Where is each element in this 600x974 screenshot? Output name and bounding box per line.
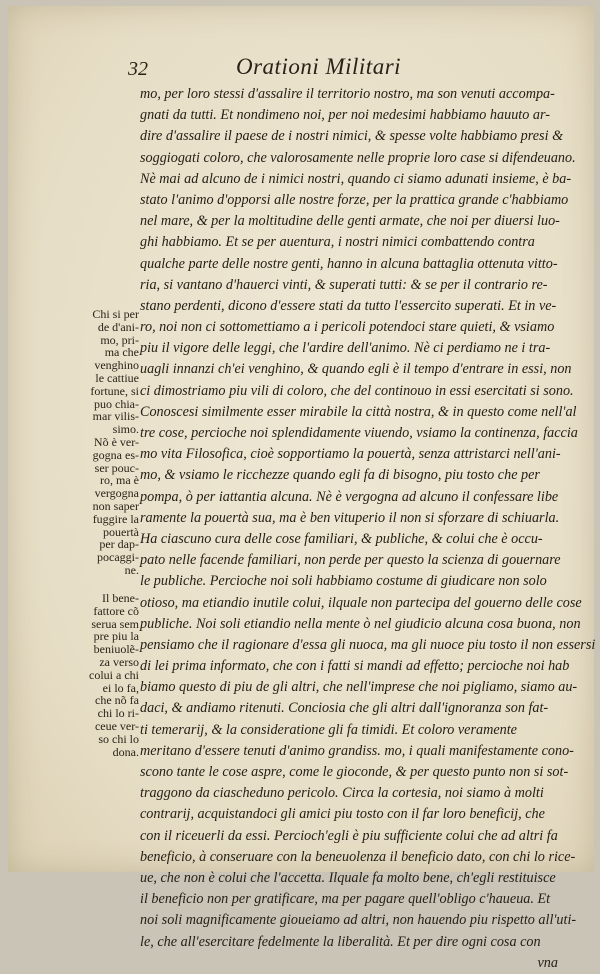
margin-note-line: pocaggi-: [97, 550, 139, 565]
text-line: Conoscesi similmente esser mirabile la città nostra, & in questo come nell'al: [140, 403, 577, 420]
text-line: Nè mai ad alcuno de i nimici nostri, quando ci siamo adunati insieme, è ba-: [140, 170, 572, 187]
text-line: contrarij, acquistandoci gli amici piu tosto con il far loro beneficij, che: [140, 806, 545, 823]
text-line: stano perdenti, dicono d'essere stati da tutto l'essercito superati. Et in ve-: [140, 297, 557, 314]
text-line: ria, si vantano d'hauerci vinti, & superati tutti: & se per il contrario re-: [140, 276, 548, 293]
margin-note-line: venghino: [94, 358, 139, 373]
text-line: le publiche. Percioche noi soli habbiamo costume di giudicare non solo: [140, 573, 547, 590]
running-head: [8, 54, 594, 84]
margin-note-line: mar vilis-: [92, 409, 139, 424]
text-line: scono tante le cose aspre, come le gioconde, & per questo punto non si sot-: [140, 764, 569, 780]
margin-note: [55, 592, 139, 758]
margin-note-line: dona.: [112, 744, 139, 759]
margin-note-line: mo, pri-: [100, 332, 139, 347]
margin-note-line: che nõ fa: [95, 693, 139, 708]
text-line: piu il vigore delle leggi, che l'ardire dell'animo. Nè ci perdiamo ne i tra-: [140, 340, 551, 357]
text-line: dire d'assalire il paese de i nostri nimici, & spesse volte habbiamo presi &: [140, 128, 564, 145]
margin-note-line: vergogna: [94, 486, 139, 501]
text-line: nel mare, & per la moltitudine delle genti armate, che noi per diuersi luo-: [140, 213, 560, 230]
margin-note: [55, 308, 139, 577]
text-line: mo vita Filosofica, cioè sopportiamo la pouertà, senza attristarci nell'ani-: [140, 446, 561, 463]
text-line: le, che all'esercitare fedelmente la liberalità. Et per dire ogni cosa con: [140, 933, 541, 950]
margin-note-line: ne.: [124, 562, 139, 577]
margin-note-line: ro, ma è: [100, 473, 139, 488]
text-line: beneficio, à conseruare con la beneuolenza il beneficio dato, con chi lo rice-: [140, 848, 576, 865]
text-line: ti temerarij, & la consideratione gli fa timidi. Et coloro veramente: [140, 721, 517, 738]
margin-note-line: de d'ani-: [97, 319, 139, 334]
margin-note-line: ser pouc-: [94, 460, 139, 475]
margin-note-line: per dap-: [99, 537, 139, 552]
text-line: di lei prima informato, che con i fatti si mandi ad effetto; percioche noi hab: [140, 658, 570, 675]
text-line: ghi habbiamo. Et se per auentura, i nostri nimici combattendo contra: [140, 234, 535, 251]
margin-note-line: Il bene-: [102, 591, 139, 605]
catchword: vna: [537, 954, 558, 971]
text-line: il beneficio non per gratificare, ma per pagare quell'obligo c'haueua. Et: [140, 891, 551, 908]
margin-note-line: beniuolẽ-: [93, 642, 139, 657]
text-line: noi soli magnificamente gioueiamo ad altri, non hauendo piu rispetto all'uti-: [140, 912, 577, 929]
margin-note-line: ceue ver-: [94, 718, 139, 733]
text-line: otioso, ma etiandio inutile colui, ilquale non partecipa del gouerno delle cose: [140, 594, 582, 611]
margin-note-line: colui a chi: [89, 667, 139, 682]
body-text: [140, 84, 596, 974]
text-line: qualche parte delle nostre genti, hanno in alcuna battaglia ottenuta vitto-: [140, 255, 558, 272]
text-line: gnati da tutti. Et nondimeno noi, per noi medesimi habbiamo hauuto ar-: [140, 107, 550, 124]
text-line: ramente la pouertà sua, ma è ben vituperio il non si sforzare di schiuarla.: [140, 509, 560, 526]
margin-note-line: za verso: [99, 654, 139, 669]
text-line: con il riceuerli da essi. Percioch'egli è piu sufficiente colui che ad altri fa: [140, 827, 558, 844]
margin-note-line: Nõ è ver-: [93, 434, 139, 449]
text-line: mo, per loro stessi d'assalire il territorio nostro, ma son venuti accompa-: [140, 86, 555, 102]
margin-note-line: Chi si per: [92, 307, 139, 321]
page-number: 32: [128, 58, 148, 80]
margin-note-line: non saper: [92, 498, 139, 513]
margin-note-line: simo.: [112, 422, 139, 437]
margin-note-line: fuggire la: [92, 511, 139, 526]
margin-note-line: pre piu la: [93, 629, 139, 644]
text-line: ci dimostriamo piu vili di coloro, che del continouo in essi esercitati si sono.: [140, 382, 574, 399]
text-line: publiche. Noi soli etiandio nella mente ò nel giudicio alcuna cosa buona, non: [140, 615, 581, 632]
text-line: traggono da ciascheduno pericolo. Circa la cortesia, noi siamo à molti: [140, 785, 544, 802]
margin-note-line: ma che: [104, 345, 139, 360]
margin-note-line: fattore cõ: [93, 603, 139, 618]
margin-note-line: pouertà: [103, 524, 139, 539]
running-title: Orationi Militari: [236, 54, 402, 79]
text-line: ro, noi non ci sottomettiamo a i pericoli potendoci stare quieti, & vsiamo: [140, 319, 555, 336]
text-line: ue, che non è colui che l'accetta. Ilquale fa molto bene, ch'egli restituisce: [140, 869, 556, 886]
margin-note-line: puo chia-: [94, 396, 139, 411]
margin-note-line: so chi lo: [98, 731, 139, 746]
text-line: Ha ciascuno cura delle cose familiari, & publiche, & colui che è occu-: [140, 530, 543, 547]
text-line: uagli innanzi ch'ei venghino, & quando egli è il tempo d'entrare in essi, non: [140, 361, 572, 378]
margin-note-line: chi lo ri-: [97, 706, 139, 721]
margin-note-line: ei lo fa,: [102, 680, 139, 695]
margin-note-line: fortune, si: [90, 383, 139, 398]
margin-note-line: gogna es-: [92, 447, 139, 462]
text-line: mo, & vsiamo le ricchezze quando egli fa di bisogno, piu tosto che per: [140, 467, 540, 484]
text-line: pensiamo che il ragionare d'essa gli nuoca, ma gli nuoce piu tosto il non essersi: [140, 636, 596, 653]
text-line: biamo questo di piu de gli altri, che nell'imprese che noi pigliamo, siamo au-: [140, 679, 578, 696]
book-page: [8, 6, 596, 971]
text-line: daci, & andiamo ritenuti. Conciosia che gli altri dall'ignoranza son fat-: [140, 700, 549, 717]
text-line: stato l'animo d'opporsi alle nostre forze, per la prattica grande c'habbiamo: [140, 191, 569, 208]
margin-note-line: serua sem: [91, 616, 139, 631]
text-line: pato nelle facende familiari, non perde per questo la scienza di gouernare: [140, 552, 561, 569]
text-line: tre cose, percioche noi splendidamente viuendo, vsiamo la continenza, faccia: [140, 425, 578, 441]
margin-note-line: le cattiue: [95, 370, 139, 385]
text-line: meritano d'essere tenuti d'animo grandiss. mo, i quali manifestamente cono-: [140, 742, 574, 759]
text-line: soggiogati coloro, che valorosamente nelle proprie loro case si difendeuano.: [140, 149, 576, 166]
text-line: pompa, ò per iattantia alcuna. Nè è vergogna ad alcuno il confessare libe: [140, 488, 559, 505]
